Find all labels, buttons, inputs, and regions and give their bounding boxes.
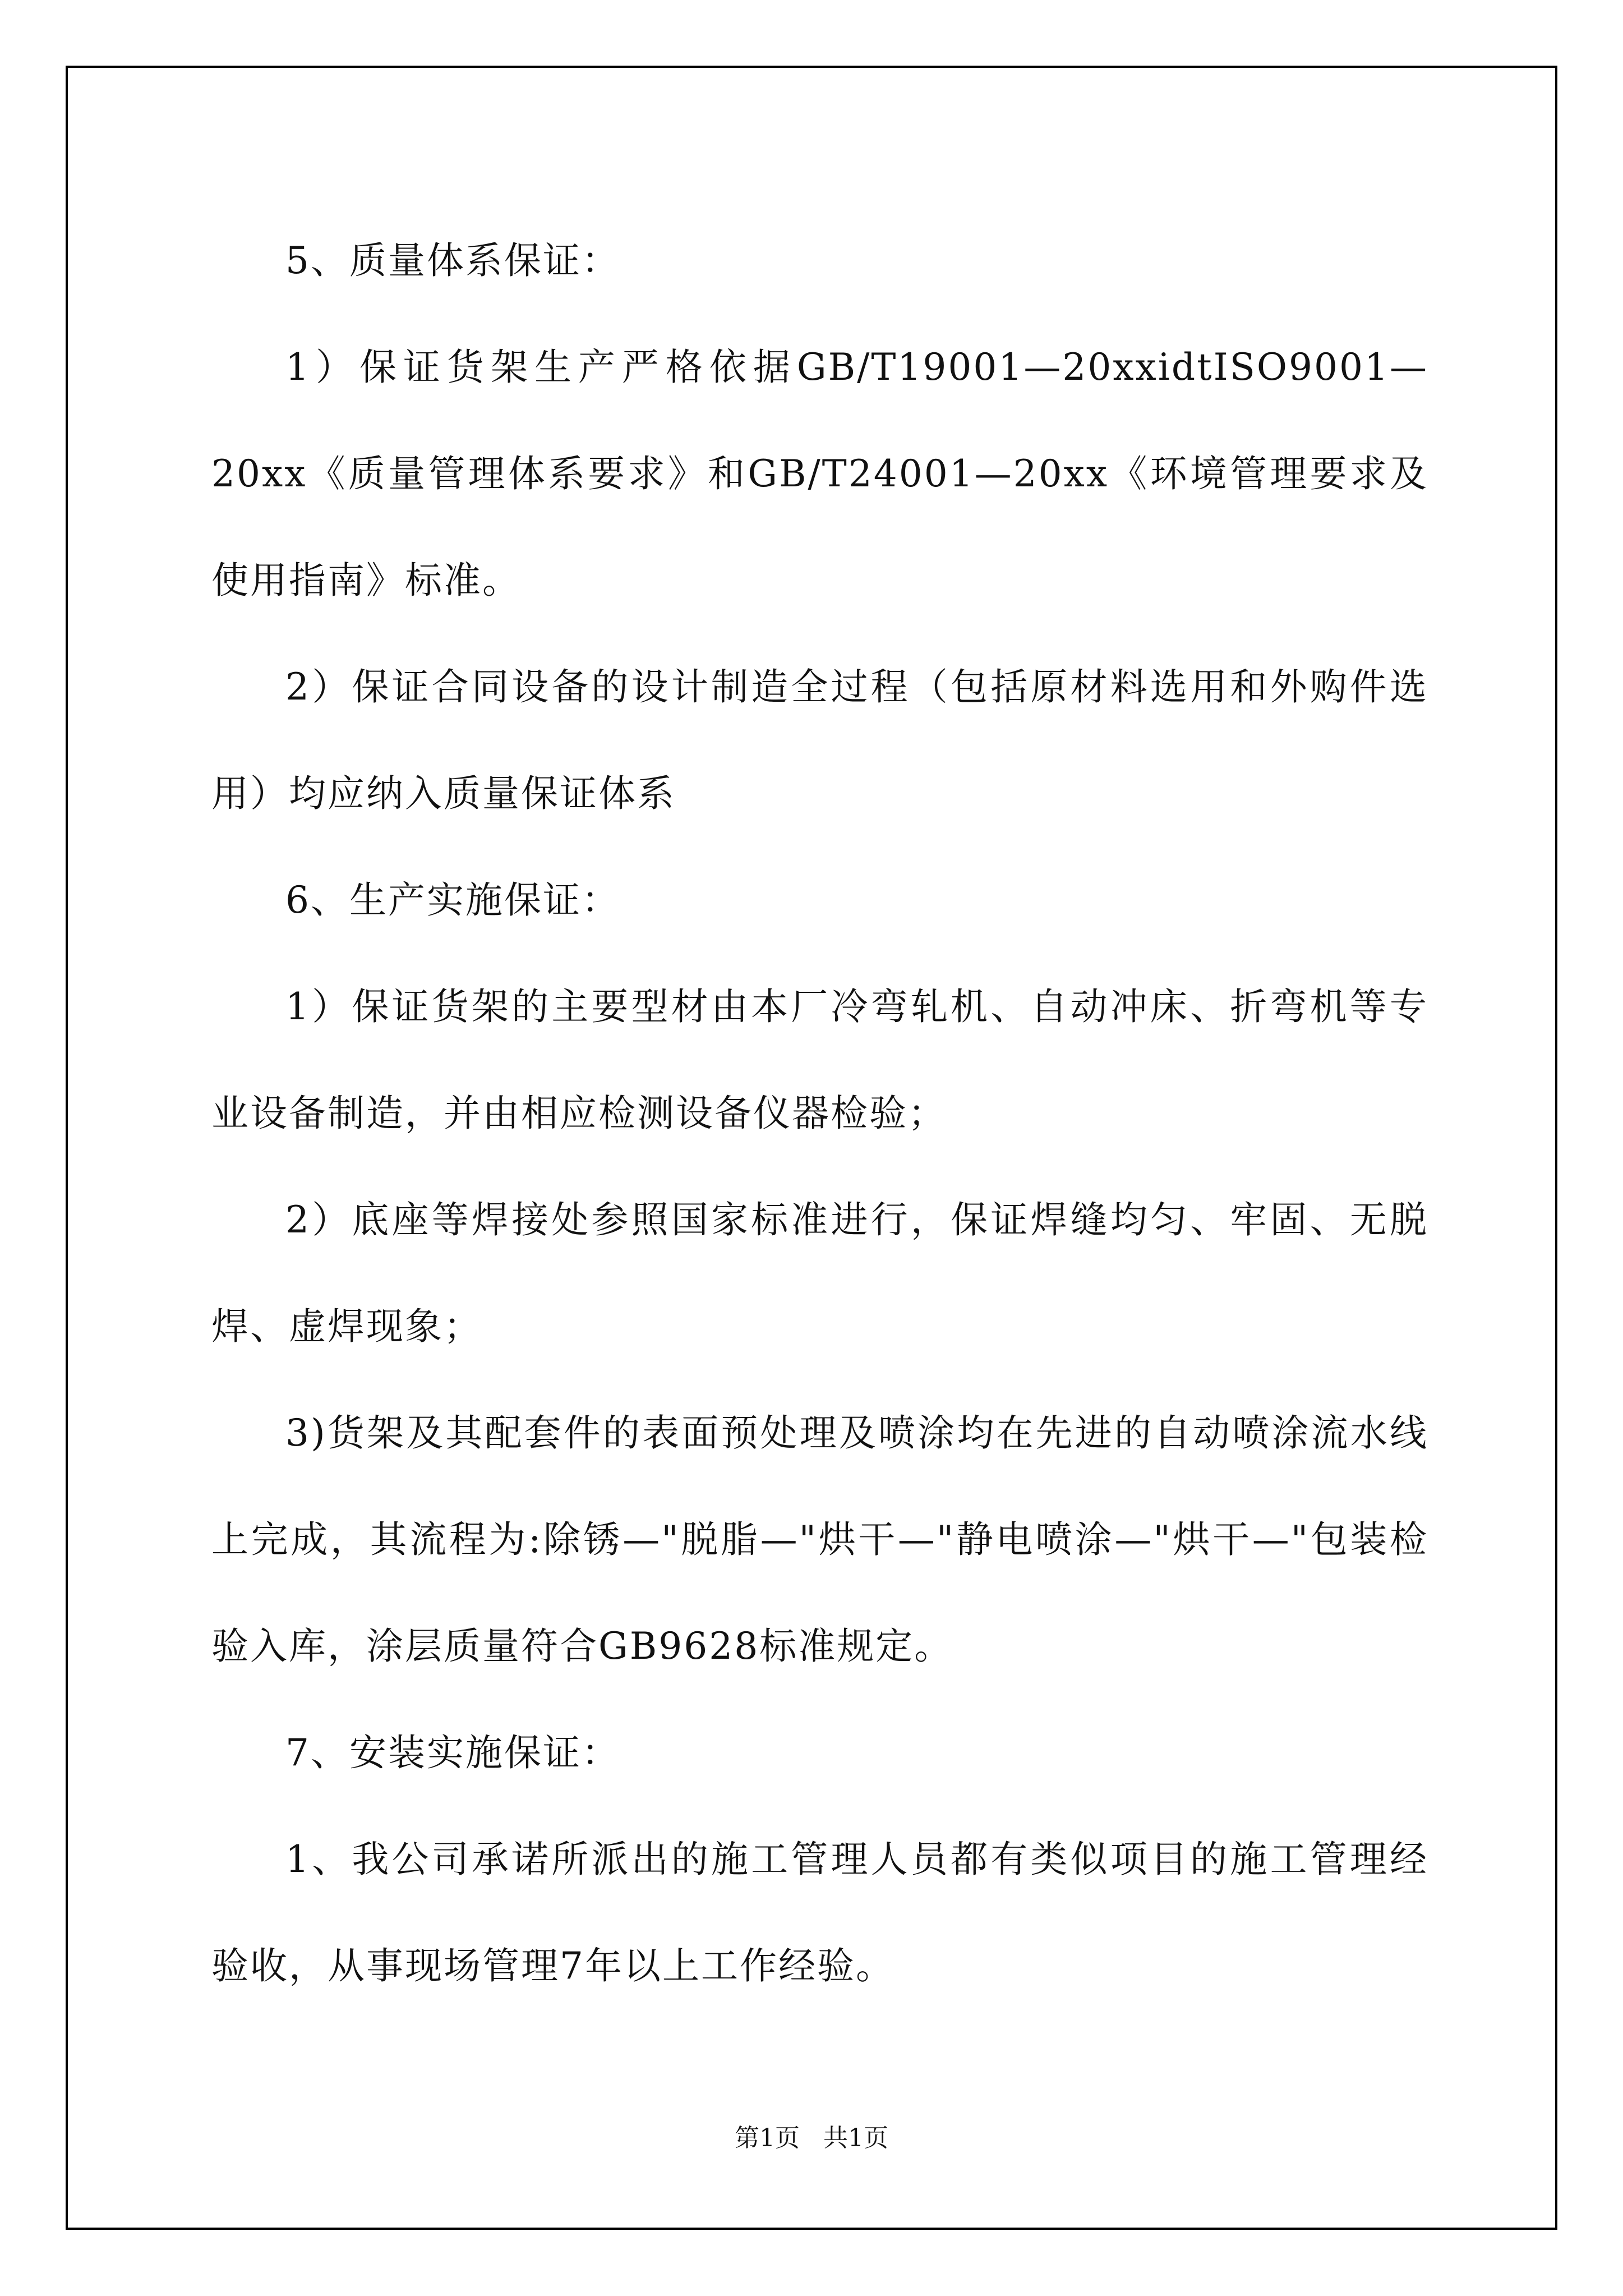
paragraph-production-1: 1）保证货架的主要型材由本厂冷弯轧机、自动冲床、折弯机等专业设备制造，并由相应检测设备仪器检验； (211, 985, 1428, 1135)
heading-production: 6、生产实施保证： (285, 878, 620, 922)
paragraph-installation-1: 1、我公司承诺所派出的施工管理人员都有类似项目的施工管理经验收，从事现场管理7年以上工作经验。 (211, 1838, 1428, 1987)
page-footer (0, 2118, 1623, 2154)
page-number: 第1页 (735, 2124, 800, 2152)
paragraph-production-3: 3)货架及其配套件的表面预处理及喷涂均在先进的自动喷涂流水线上完成，其流程为:除锈—"脱脂—"烘干—"静电喷涂—"烘干—"包装检验入库，涂层质量符合GB9628标准规定。 (211, 1411, 1428, 1668)
document-body (211, 208, 1428, 2019)
heading-quality-system: 5、质量体系保证： (285, 239, 620, 282)
page-total: 共1页 (823, 2124, 888, 2152)
paragraph-production-2: 2）底座等焊接处参照国家标准进行，保证焊缝均匀、牢固、无脱焊、虚焊现象； (211, 1198, 1428, 1348)
paragraph-quality-1: 1）保证货架生产严格依据GB/T19001—20xxidtISO9001—20xx《质量管理体系要求》和GB/T24001—20xx《环境管理要求及使用指南》标准。 (211, 346, 1428, 602)
heading-installation: 7、安装实施保证： (285, 1731, 620, 1774)
paragraph-quality-2: 2）保证合同设备的设计制造全过程（包括原材料选用和外购件选用）均应纳入质量保证体系 (211, 665, 1428, 815)
